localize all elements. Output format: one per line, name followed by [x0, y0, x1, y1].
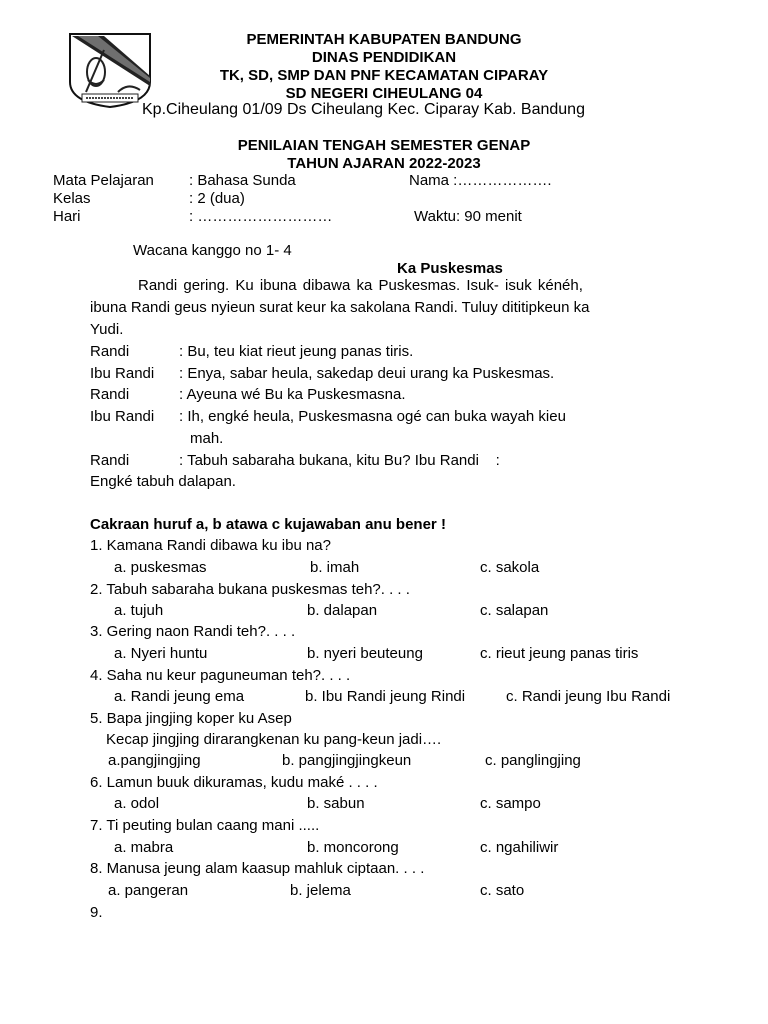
option-c: c. sato — [480, 882, 525, 899]
kop-address: Kp.Ciheulang 01/09 Ds Ciheulang Kec. Ciparay Kab. Bandung — [142, 101, 585, 118]
kop-line-agency: DINAS PENDIDIKAN — [311, 49, 457, 66]
option-a: a. pangeran — [108, 882, 189, 899]
class-value: : 2 (dua) — [189, 190, 245, 207]
option-a: a. Nyeri huntu — [114, 645, 208, 662]
option-b: b. sabun — [307, 795, 365, 812]
option-b: b. dalapan — [307, 602, 378, 619]
day-label: Hari — [53, 208, 81, 225]
option-a: a. puskesmas — [114, 559, 207, 576]
option-c: c. panglingjing — [485, 752, 581, 769]
option-a: a. tujuh — [114, 602, 164, 619]
instruction: Cakraan huruf a, b atawa c kujawaban anu bener ! — [90, 516, 446, 533]
dialog-line: : Ih, engké heula, Puskesmasna ogé can buka wayah kieu — [179, 408, 566, 425]
class-label: Kelas — [53, 190, 91, 207]
option-b: b. pangjingjingkeun — [282, 752, 412, 769]
question-text: 4. Saha nu keur paguneuman teh?. . . . — [90, 667, 351, 684]
question-text: 6. Lamun buuk dikuramas, kudu maké . . . . — [90, 774, 378, 791]
option-b: b. moncorong — [307, 839, 399, 856]
option-a: a. Randi jeung ema — [114, 688, 245, 705]
kop-line-units: TK, SD, SMP DAN PNF KECAMATAN CIPARAY — [219, 67, 549, 84]
dialog-line: : Bu, teu kiat rieut jeung panas tiris. — [179, 343, 414, 360]
dialog-speaker: Ibu Randi — [90, 408, 155, 425]
option-c: c. Randi jeung Ibu Randi — [506, 688, 671, 705]
option-c: c. sampo — [480, 795, 541, 812]
question-subtext: Kecap jingjing dirarangkenan ku pang-keun jadi…. — [106, 731, 442, 748]
day-value: : ……………………… — [189, 208, 333, 225]
option-c: c. salapan — [480, 602, 549, 619]
question-text: 8. Manusa jeung alam kaasup mahluk ciptaan. . . . — [90, 860, 425, 877]
question-text: 7. Ti peuting bulan caang mani ..... — [90, 817, 320, 834]
reading-paragraph-line: Yudi. — [90, 321, 124, 338]
option-a: a. odol — [114, 795, 160, 812]
question-text: 1. Kamana Randi dibawa ku ibu na? — [90, 537, 331, 554]
exam-title: PENILAIAN TENGAH SEMESTER GENAP — [237, 137, 531, 154]
option-b: b. imah — [310, 559, 360, 576]
subject-value: : Bahasa Sunda — [189, 172, 296, 189]
question-text: 2. Tabuh sabaraha bukana puskesmas teh?. . . . — [90, 581, 410, 598]
dialog-speaker: Ibu Randi — [90, 365, 155, 382]
dialog-line: : Ayeuna wé Bu ka Puskesmasna. — [179, 386, 406, 403]
option-c: c. rieut jeung panas tiris — [480, 645, 639, 662]
name-field: Nama :………………. — [409, 172, 552, 189]
question-text: 3. Gering naon Randi teh?. . . . — [90, 623, 296, 640]
dialog-speaker: Randi — [90, 452, 130, 469]
dialog-speaker: Randi — [90, 386, 130, 403]
option-b: b. Ibu Randi jeung Rindi — [305, 688, 466, 705]
option-b: b. jelema — [290, 882, 351, 899]
exam-year: TAHUN AJARAN 2022-2023 — [287, 155, 481, 172]
dialog-line: Engké tabuh dalapan. — [90, 473, 236, 490]
option-b: b. nyeri beuteung — [307, 645, 423, 662]
time-field: Waktu: 90 menit — [414, 208, 522, 225]
kop-line-school: SD NEGERI CIHEULANG 04 — [285, 85, 483, 102]
option-a: a. mabra — [114, 839, 174, 856]
option-c: c. sakola — [480, 559, 540, 576]
dialog-line: mah. — [190, 430, 224, 447]
kop-line-government: PEMERINTAH KABUPATEN BANDUNG — [246, 31, 522, 48]
reading-intro: Wacana kanggo no 1- 4 — [133, 242, 292, 259]
question-text: 5. Bapa jingjing koper ku Asep — [90, 710, 292, 727]
dialog-line: : Tabuh sabaraha bukana, kitu Bu? Ibu Randi : — [179, 452, 500, 469]
reading-title: Ka Puskesmas — [397, 260, 503, 277]
reading-paragraph-line: ibuna Randi geus nyieun surat keur ka sakolana Randi. Tuluy dititipkeun ka — [90, 299, 590, 316]
dialog-speaker: Randi — [90, 343, 130, 360]
subject-label: Mata Pelajaran — [53, 172, 154, 189]
reading-paragraph-line: Randi gering. Ku ibuna dibawa ka Puskesmas. Isuk- isuk kénéh, — [138, 277, 583, 294]
question-text: 9. — [90, 904, 103, 921]
option-a: a.pangjingjing — [108, 752, 201, 769]
option-c: c. ngahiliwir — [480, 839, 559, 856]
dialog-line: : Enya, sabar heula, sakedap deui urang ka Puskesmas. — [179, 365, 555, 382]
